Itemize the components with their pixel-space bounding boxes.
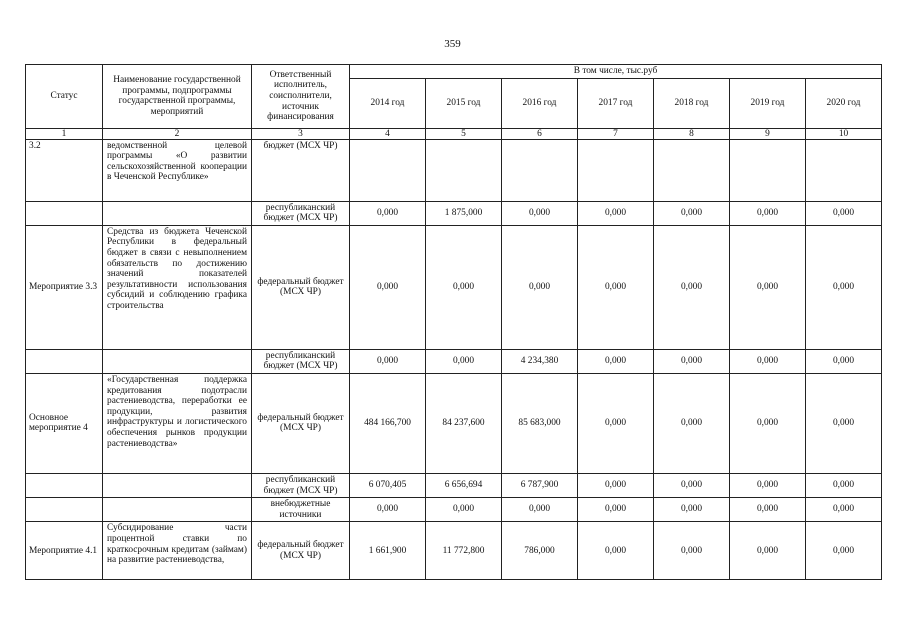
- value-cell: 0,000: [730, 201, 806, 225]
- name-cell: [103, 349, 252, 373]
- column-number: 4: [350, 128, 426, 139]
- column-number: 6: [502, 128, 578, 139]
- table-row: [26, 522, 882, 580]
- value-cell: 0,000: [502, 201, 578, 225]
- source-cell: республиканский бюджет (МСХ ЧР): [252, 473, 350, 497]
- header-year: 2020 год: [806, 78, 882, 128]
- table-row: [26, 225, 882, 349]
- column-number: 9: [730, 128, 806, 139]
- name-cell: [103, 201, 252, 225]
- value-cell: [426, 139, 502, 201]
- header-responsible: Ответственный исполнитель, соисполнители, источник финансирования: [252, 65, 350, 129]
- source-cell: федеральный бюджет (МСХ ЧР): [252, 225, 350, 349]
- value-cell: 0,000: [806, 349, 882, 373]
- table-row: [26, 473, 882, 497]
- column-number: 1: [26, 128, 103, 139]
- value-cell: 0,000: [654, 473, 730, 497]
- header-group: В том числе, тыс.руб: [350, 65, 882, 79]
- column-number: 3: [252, 128, 350, 139]
- status-cell: [26, 349, 103, 373]
- value-cell: 0,000: [730, 349, 806, 373]
- value-cell: 0,000: [578, 201, 654, 225]
- value-cell: 1 661,900: [350, 522, 426, 580]
- value-cell: 0,000: [350, 201, 426, 225]
- status-cell: [26, 473, 103, 497]
- name-cell: [103, 473, 252, 497]
- value-cell: [350, 139, 426, 201]
- status-cell: Мероприятие 4.1: [26, 522, 103, 580]
- value-cell: 0,000: [806, 201, 882, 225]
- column-number: 10: [806, 128, 882, 139]
- source-cell: республиканский бюджет (МСХ ЧР): [252, 349, 350, 373]
- value-cell: [730, 139, 806, 201]
- value-cell: 6 656,694: [426, 473, 502, 497]
- value-cell: 0,000: [730, 522, 806, 580]
- table-row: [26, 373, 882, 473]
- value-cell: 0,000: [806, 473, 882, 497]
- status-cell: [26, 201, 103, 225]
- value-cell: 0,000: [578, 225, 654, 349]
- header-year: 2018 год: [654, 78, 730, 128]
- value-cell: 0,000: [578, 498, 654, 522]
- value-cell: 0,000: [578, 473, 654, 497]
- value-cell: 0,000: [426, 349, 502, 373]
- column-number: 5: [426, 128, 502, 139]
- value-cell: 0,000: [730, 373, 806, 473]
- column-number: 7: [578, 128, 654, 139]
- value-cell: 0,000: [806, 225, 882, 349]
- value-cell: 4 234,380: [502, 349, 578, 373]
- value-cell: 0,000: [350, 349, 426, 373]
- value-cell: 0,000: [578, 349, 654, 373]
- header-year: 2014 год: [350, 78, 426, 128]
- value-cell: 0,000: [730, 225, 806, 349]
- header-year: 2016 год: [502, 78, 578, 128]
- column-number: 2: [103, 128, 252, 139]
- value-cell: 0,000: [350, 498, 426, 522]
- value-cell: 0,000: [806, 498, 882, 522]
- name-cell: ведомственной целевой программы «О развитии сельскохозяйственной кооперации в Чеченской Республике»: [103, 139, 252, 201]
- table-row: [26, 201, 882, 225]
- value-cell: 0,000: [654, 373, 730, 473]
- value-cell: 11 772,800: [426, 522, 502, 580]
- value-cell: 786,000: [502, 522, 578, 580]
- name-cell: «Государственная поддержка кредитования подотрасли растениеводства, переработки ее продукции, развития инфраструктуры и логистического обеспечения рынков продукции растениеводства»: [103, 373, 252, 473]
- value-cell: 0,000: [426, 498, 502, 522]
- value-cell: 1 875,000: [426, 201, 502, 225]
- header-year: 2015 год: [426, 78, 502, 128]
- value-cell: 0,000: [806, 373, 882, 473]
- source-cell: бюджет (МСХ ЧР): [252, 139, 350, 201]
- value-cell: 0,000: [730, 498, 806, 522]
- value-cell: 6 787,900: [502, 473, 578, 497]
- value-cell: 6 070,405: [350, 473, 426, 497]
- source-cell: внебюджетные источники: [252, 498, 350, 522]
- value-cell: 0,000: [730, 473, 806, 497]
- source-cell: республиканский бюджет (МСХ ЧР): [252, 201, 350, 225]
- table-row: [26, 349, 882, 373]
- source-cell: федеральный бюджет (МСХ ЧР): [252, 373, 350, 473]
- table-row: [26, 139, 882, 201]
- budget-table: [25, 64, 882, 580]
- value-cell: 0,000: [578, 522, 654, 580]
- name-cell: Субсидирование части процентной ставки по краткосрочным кредитам (займам) на развитие растениеводства,: [103, 522, 252, 580]
- source-cell: федеральный бюджет (МСХ ЧР): [252, 522, 350, 580]
- name-cell: [103, 498, 252, 522]
- value-cell: 85 683,000: [502, 373, 578, 473]
- value-cell: 0,000: [654, 201, 730, 225]
- value-cell: 0,000: [654, 349, 730, 373]
- value-cell: 0,000: [502, 498, 578, 522]
- value-cell: 0,000: [654, 522, 730, 580]
- value-cell: 0,000: [654, 498, 730, 522]
- value-cell: 0,000: [806, 522, 882, 580]
- status-cell: [26, 498, 103, 522]
- header-name: Наименование государственной программы, подпрограммы государственной программы, мероприятий: [103, 65, 252, 129]
- header-status: Статус: [26, 65, 103, 129]
- name-cell: Средства из бюджета Чеченской Республики в федеральный бюджет в связи с невыполнением обязательств по достижению значений показателей результативности использования субсидий и соблюдению графика строительства: [103, 225, 252, 349]
- value-cell: 84 237,600: [426, 373, 502, 473]
- table-row: [26, 498, 882, 522]
- value-cell: 0,000: [350, 225, 426, 349]
- value-cell: [502, 139, 578, 201]
- status-cell: Мероприятие 3.3: [26, 225, 103, 349]
- value-cell: [654, 139, 730, 201]
- value-cell: 0,000: [578, 373, 654, 473]
- value-cell: 0,000: [426, 225, 502, 349]
- header-year: 2019 год: [730, 78, 806, 128]
- header-year: 2017 год: [578, 78, 654, 128]
- value-cell: [806, 139, 882, 201]
- value-cell: 0,000: [502, 225, 578, 349]
- status-cell: Основное мероприятие 4: [26, 373, 103, 473]
- page-number: 359: [444, 38, 461, 50]
- value-cell: [578, 139, 654, 201]
- column-number: 8: [654, 128, 730, 139]
- status-cell: 3.2: [26, 139, 103, 201]
- value-cell: 484 166,700: [350, 373, 426, 473]
- value-cell: 0,000: [654, 225, 730, 349]
